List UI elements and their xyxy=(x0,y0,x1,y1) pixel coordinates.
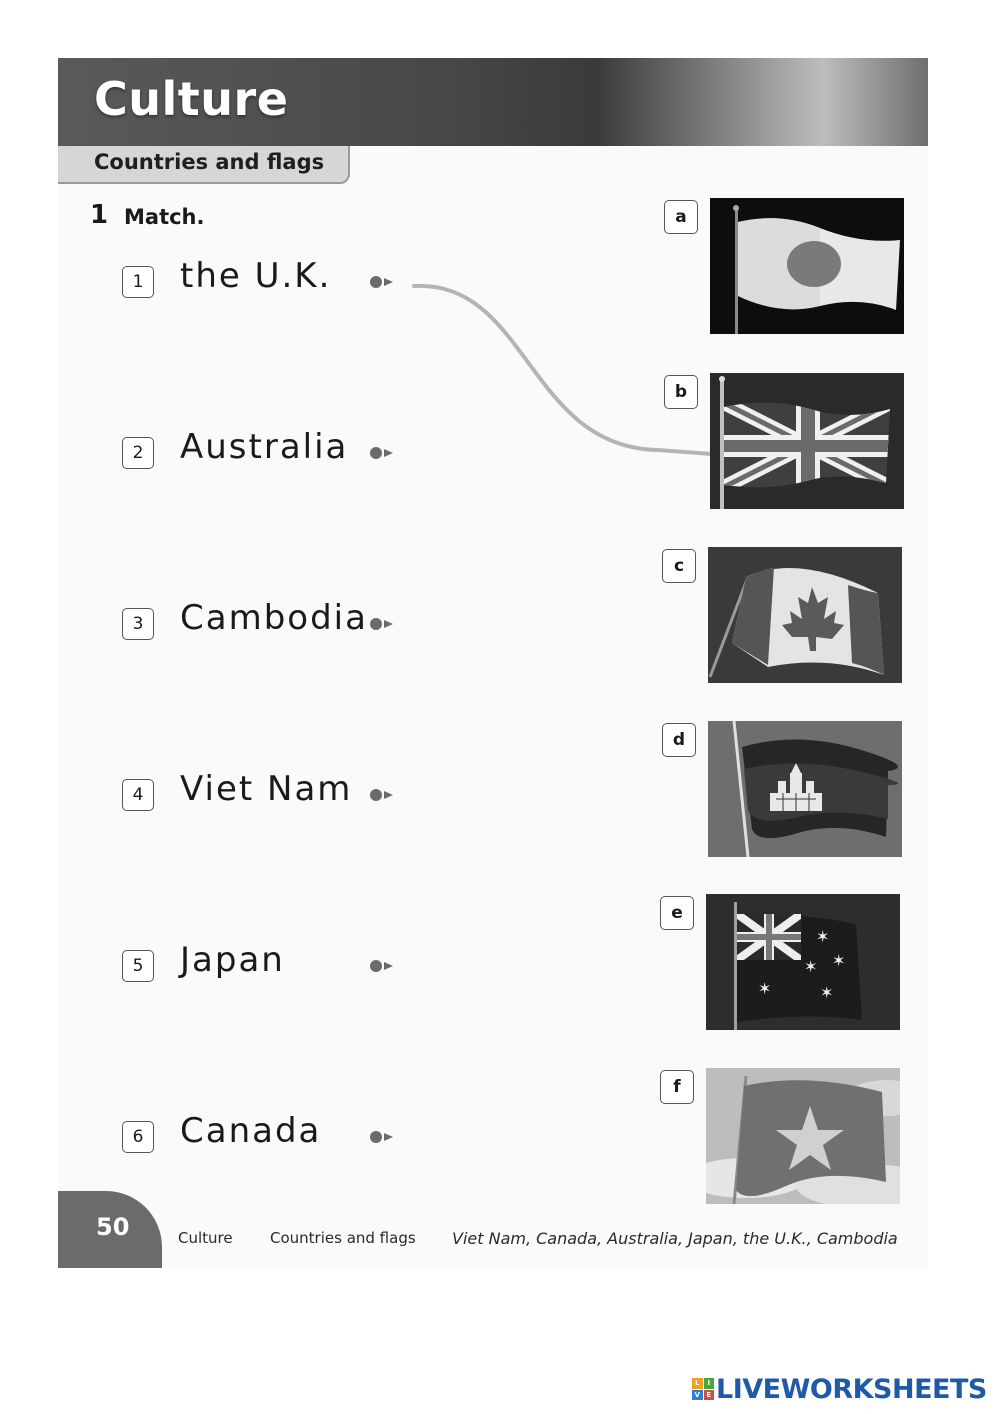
footer-topic: Countries and flags xyxy=(270,1229,416,1247)
list-item xyxy=(122,598,452,644)
match-dot[interactable] xyxy=(370,276,382,288)
country-label: Viet Nam xyxy=(180,769,353,809)
flag-letter: d xyxy=(662,723,696,757)
country-label: Cambodia xyxy=(180,598,368,638)
flag-option-c xyxy=(662,547,912,687)
page-number-tab xyxy=(58,1191,162,1268)
country-label: Japan xyxy=(180,940,285,980)
flag-option-f xyxy=(660,1068,910,1208)
item-number: 1 xyxy=(122,266,154,298)
svg-text:✶: ✶ xyxy=(758,979,772,998)
arrow-icon xyxy=(384,278,393,286)
flag-letter: e xyxy=(660,896,694,930)
item-number: 6 xyxy=(122,1121,154,1153)
match-dot[interactable] xyxy=(370,789,382,801)
brand-logo xyxy=(692,1374,987,1404)
flag-letter: c xyxy=(662,549,696,583)
match-dot[interactable] xyxy=(370,960,382,972)
svg-text:✶: ✶ xyxy=(820,983,834,1002)
svg-text:✶: ✶ xyxy=(804,957,818,976)
page-title: Culture xyxy=(94,72,289,126)
arrow-icon xyxy=(384,449,393,457)
footer-vocabulary: Viet Nam, Canada, Australia, Japan, the U.K., Cambodia xyxy=(452,1229,898,1248)
flag-option-a xyxy=(664,198,914,338)
exercise-number: 1 xyxy=(90,200,109,230)
japan-flag-icon[interactable] xyxy=(710,198,904,334)
brand-name: LIVEWORKSHEETS xyxy=(716,1373,987,1405)
page-footer xyxy=(58,1191,928,1268)
svg-text:✶: ✶ xyxy=(816,927,830,946)
item-number: 4 xyxy=(122,779,154,811)
list-item xyxy=(122,256,452,302)
match-dot[interactable] xyxy=(370,1131,382,1143)
exercise-instruction: Match. xyxy=(124,205,205,229)
match-dot[interactable] xyxy=(370,447,382,459)
arrow-icon xyxy=(384,962,393,970)
flag-option-d xyxy=(662,721,912,861)
footer-section: Culture xyxy=(178,1229,233,1247)
flag-option-e xyxy=(660,894,910,1034)
flag-letter: a xyxy=(664,200,698,234)
uk-flag-icon[interactable] xyxy=(710,373,904,509)
svg-text:✶: ✶ xyxy=(832,951,846,970)
arrow-icon xyxy=(384,791,393,799)
arrow-icon xyxy=(384,1133,393,1141)
flag-letter: b xyxy=(664,375,698,409)
list-item xyxy=(122,427,452,473)
flag-letter: f xyxy=(660,1070,694,1104)
item-number: 3 xyxy=(122,608,154,640)
liveworksheets-logo-icon: L I V E xyxy=(692,1378,714,1400)
vietnam-flag-icon[interactable] xyxy=(706,1068,900,1204)
flag-option-b xyxy=(664,373,914,513)
country-label: the U.K. xyxy=(180,256,332,296)
list-item xyxy=(122,940,452,986)
page-number: 50 xyxy=(96,1213,130,1241)
match-dot[interactable] xyxy=(370,618,382,630)
subtitle-label: Countries and flags xyxy=(94,150,325,174)
item-number: 5 xyxy=(122,950,154,982)
list-item xyxy=(122,769,452,815)
worksheet-page xyxy=(58,58,928,1268)
canada-flag-icon[interactable] xyxy=(708,547,902,683)
cambodia-flag-icon[interactable] xyxy=(708,721,902,857)
country-label: Australia xyxy=(180,427,349,467)
item-number: 2 xyxy=(122,437,154,469)
arrow-icon xyxy=(384,620,393,628)
australia-flag-icon[interactable] xyxy=(706,894,900,1030)
list-item xyxy=(122,1111,452,1157)
country-label: Canada xyxy=(180,1111,322,1151)
